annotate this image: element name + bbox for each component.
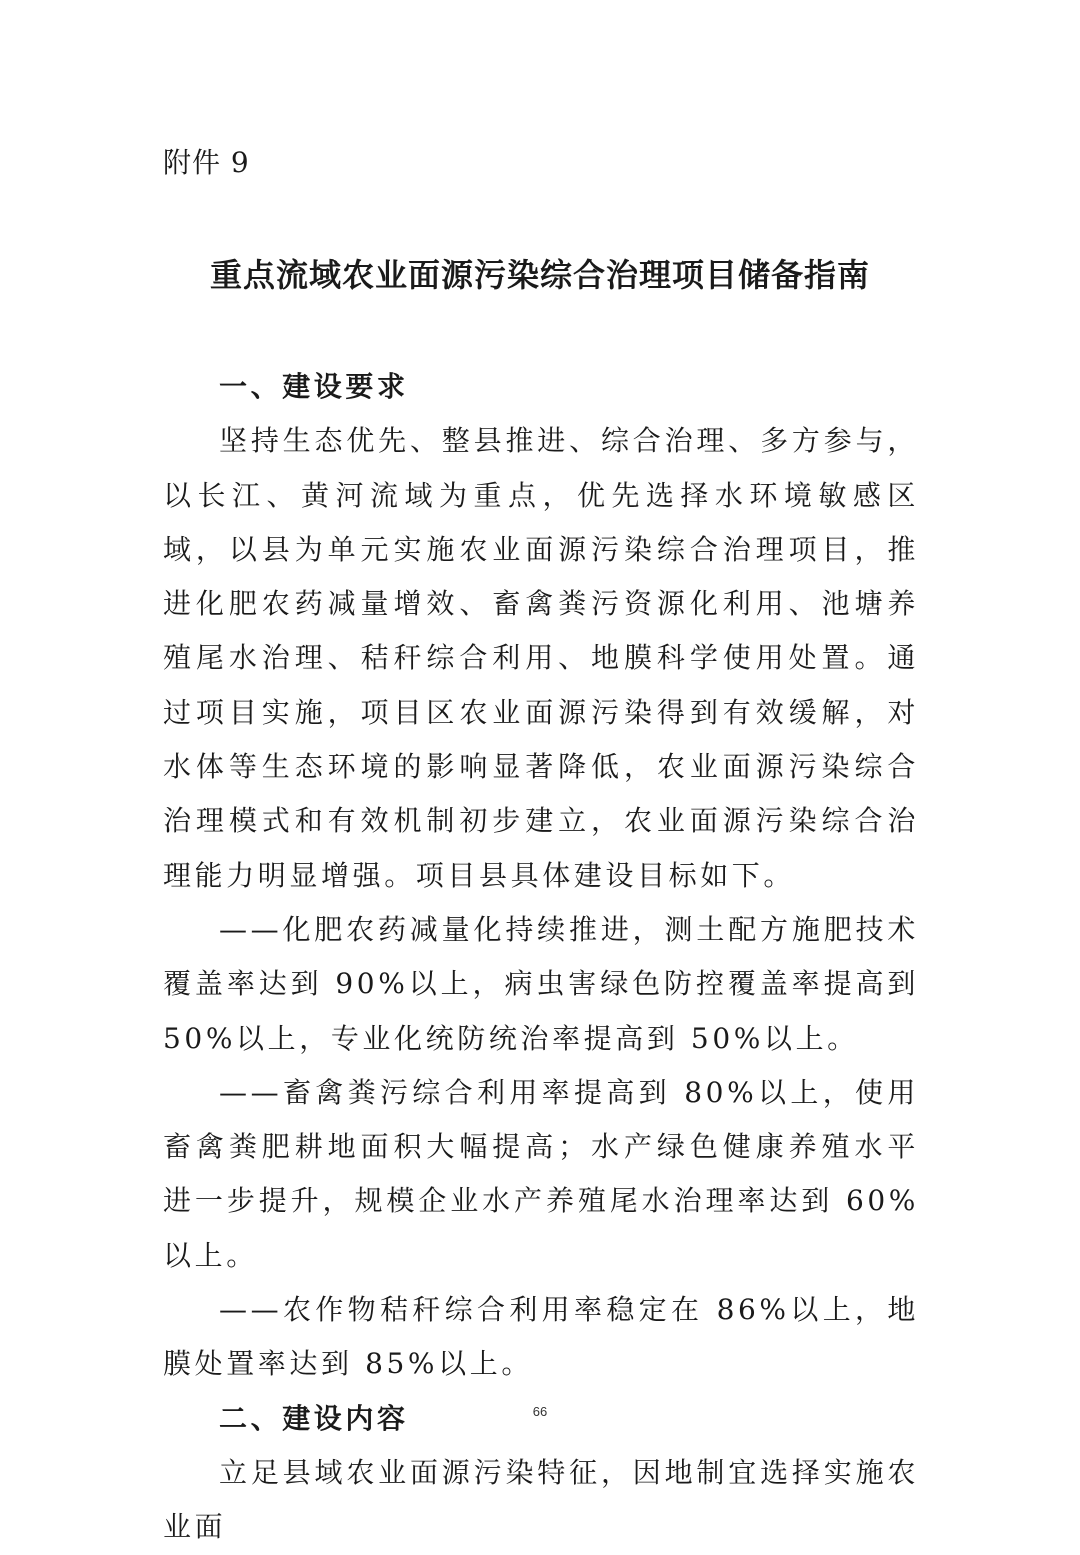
paragraph: ——农作物秸秆综合利用率稳定在 86%以上，地膜处置率达到 85%以上。 xyxy=(163,1293,919,1381)
paragraph: ——化肥农药减量化持续推进，测土配方施肥技术覆盖率达到 90%以上，病虫害绿色防控覆盖率提高到 50%以上，专业化统防统治率提高到 50%以上。 xyxy=(163,912,919,1055)
paragraph: ——畜禽粪污综合利用率提高到 80%以上，使用畜禽粪肥耕地面积大幅提高；水产绿色健康养殖水平进一步提升，规模企业水产养殖尾水治理率达到 60%以上。 xyxy=(163,1075,919,1272)
paragraph: 坚持生态优先、整县推进、综合治理、多方参与，以长江、黄河流域为重点，优先选择水环境敏感区域，以县为单元实施农业面源污染综合治理项目，推进化肥农药减量增效、畜禽粪污资源化利用、池塘养殖尾水治理、秸秆综合利用、地膜科学使用处置。通过项目实施，项目区农业面源污染得到有效缓解，对水体等生态环境的影响显著降低，农业面源污染综合治理模式和有效机制初步建立，农业面源污染综合治理能力明显增强。项目县具体建设目标如下。 xyxy=(163,424,919,892)
document-title: 重点流域农业面源污染综合治理项目储备指南 xyxy=(209,256,870,294)
section-heading-requirements: 一、建设要求 xyxy=(219,370,409,403)
document-body xyxy=(163,360,919,1555)
paragraph: 立足县域农业面源污染特征，因地制宜选择实施农业面 xyxy=(163,1455,919,1544)
attachment-label: 附件 9 xyxy=(163,146,250,179)
section-heading-content: 二、建设内容 xyxy=(219,1401,409,1435)
page-number: 66 xyxy=(532,1404,548,1419)
